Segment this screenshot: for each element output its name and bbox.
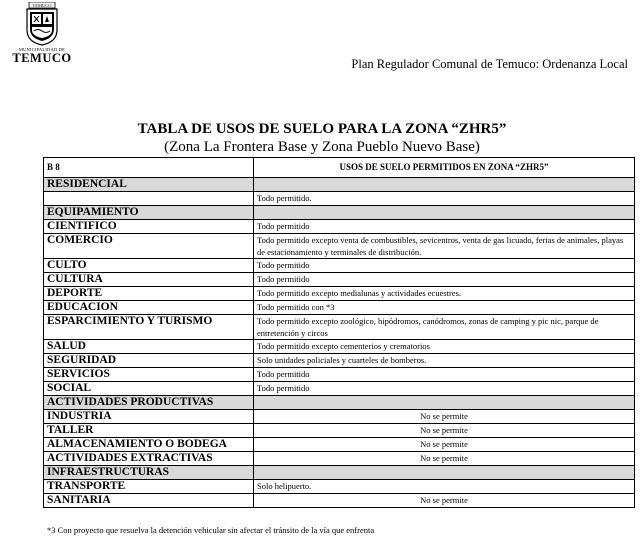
land-use-table-body — [44, 158, 635, 508]
table-row — [44, 438, 635, 452]
logo-city-label: TEMUCO — [12, 51, 72, 65]
use-description: Todo permitido excepto medialunas y actividades ecuestres. — [254, 287, 635, 301]
category-desc — [254, 178, 635, 192]
use-description: Todo permitido — [254, 368, 635, 382]
use-description: No se permite — [254, 494, 635, 508]
use-description: No se permite — [254, 424, 635, 438]
category-label: INFRAESTRUCTURAS — [44, 466, 254, 480]
page-subtitle: (Zona La Frontera Base y Zona Pueblo Nuevo Base) — [164, 139, 480, 155]
category-label: RESIDENCIAL — [44, 178, 254, 192]
use-name: INDUSTRIA — [44, 410, 254, 424]
table-row — [44, 452, 635, 466]
use-description: Todo permitido excepto cementerios y crematorios — [254, 340, 635, 354]
logo-muni-label: MUNICIPALIDAD DE — [18, 47, 66, 52]
use-name: SALUD — [44, 340, 254, 354]
use-description: No se permite — [254, 410, 635, 424]
use-name — [44, 192, 254, 206]
svg-text:TEMUCO: TEMUCO — [32, 3, 52, 8]
use-description: Todo permitido excepto venta de combustibles, sevicentros, venta de gas licuado, ferias de animales, playas de estacionamiento y terminales de distribución. — [254, 234, 635, 259]
use-name: SOCIAL — [44, 382, 254, 396]
table-row — [44, 301, 635, 315]
table-code: B 8 — [44, 158, 254, 178]
table-heading: USOS DE SUELO PERMITIDOS EN ZONA “ZHR5” — [254, 158, 635, 178]
table-row — [44, 192, 635, 206]
use-name: CIENTIFICO — [44, 220, 254, 234]
use-description: Todo permitido excepto zoológico, hipódromos, canódromos, zonas de camping y pic nic, parque de entretención y circos — [254, 315, 635, 340]
table-row — [44, 368, 635, 382]
category-desc — [254, 206, 635, 220]
use-name: SERVICIOS — [44, 368, 254, 382]
use-description: Todo permitido. — [254, 192, 635, 206]
use-description: Todo permitido — [254, 273, 635, 287]
coat-of-arms-icon — [24, 2, 60, 46]
footnote: *3 Con proyecto que resuelva la detención vehicular sin afectar el tránsito de la vía que enfrenta — [47, 525, 375, 535]
use-name: ALMACENAMIENTO O BODEGA — [44, 438, 254, 452]
table-row — [44, 220, 635, 234]
table-row — [44, 315, 635, 340]
use-description: No se permite — [254, 438, 635, 452]
use-description: Todo permitido — [254, 220, 635, 234]
category-label: ACTIVIDADES PRODUCTIVAS — [44, 396, 254, 410]
use-name: ACTIVIDADES EXTRACTIVAS — [44, 452, 254, 466]
page-title: TABLA DE USOS DE SUELO PARA LA ZONA “ZHR5” — [137, 121, 507, 137]
use-description: Todo permitido con *3 — [254, 301, 635, 315]
use-name: EDUCACION — [44, 301, 254, 315]
table-row — [44, 273, 635, 287]
use-description: Solo unidades policiales y cuarteles de bomberos. — [254, 354, 635, 368]
category-row — [44, 396, 635, 410]
use-description: No se permite — [254, 452, 635, 466]
use-name: CULTURA — [44, 273, 254, 287]
category-row — [44, 206, 635, 220]
land-use-table — [43, 157, 635, 508]
table-row — [44, 480, 635, 494]
category-desc — [254, 396, 635, 410]
use-name: SEGURIDAD — [44, 354, 254, 368]
use-name: CULTO — [44, 259, 254, 273]
use-name: ESPARCIMIENTO Y TURISMO — [44, 315, 254, 340]
use-name: TRANSPORTE — [44, 480, 254, 494]
table-row — [44, 340, 635, 354]
use-name: SANITARIA — [44, 494, 254, 508]
municipality-logo — [12, 2, 72, 66]
table-row — [44, 234, 635, 259]
use-description: Todo permitido — [254, 259, 635, 273]
table-row — [44, 494, 635, 508]
use-name: TALLER — [44, 424, 254, 438]
category-desc — [254, 466, 635, 480]
category-row — [44, 466, 635, 480]
category-label: EQUIPAMIENTO — [44, 206, 254, 220]
use-description: Todo permitido — [254, 382, 635, 396]
table-row — [44, 287, 635, 301]
document-header-title: Plan Regulador Comunal de Temuco: Ordenanza Local — [351, 57, 628, 71]
table-row — [44, 410, 635, 424]
category-row — [44, 178, 635, 192]
table-row — [44, 424, 635, 438]
table-row — [44, 259, 635, 273]
use-description: Solo helipuerto. — [254, 480, 635, 494]
table-row — [44, 354, 635, 368]
table-row — [44, 382, 635, 396]
use-name: DEPORTE — [44, 287, 254, 301]
use-name: COMERCIO — [44, 234, 254, 259]
table-header-row — [44, 158, 635, 178]
